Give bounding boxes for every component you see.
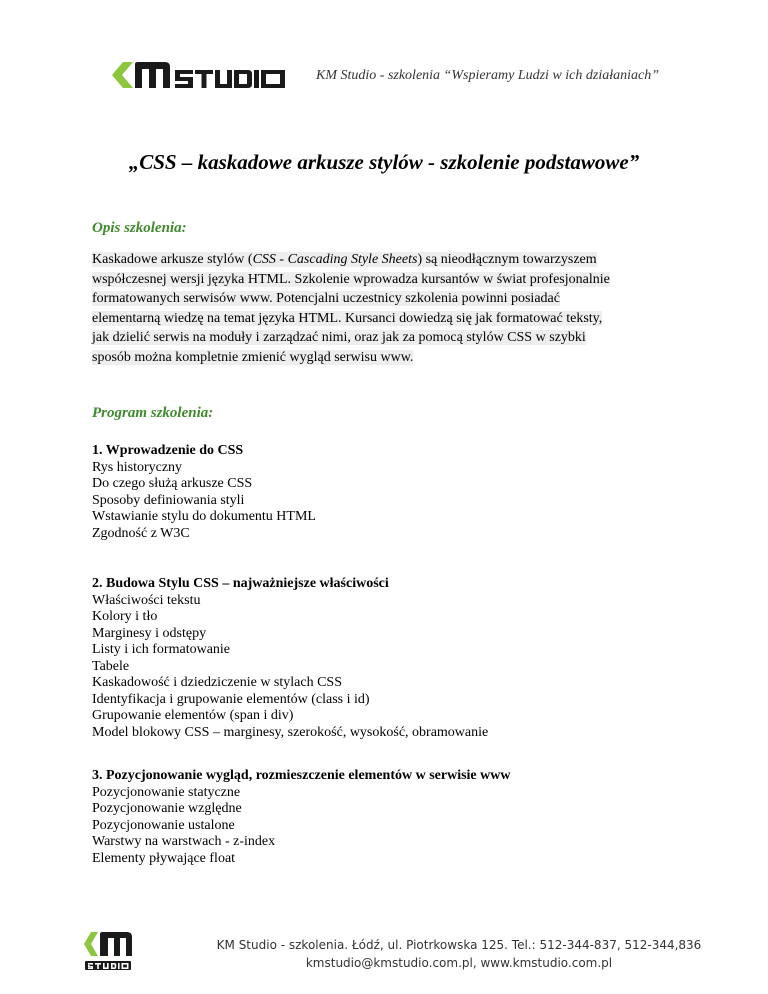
footer-address: KM Studio - szkolenia. Łódź, ul. Piotrkowska 125. Tel.: 512-344-837, 512-344,836 xyxy=(216,938,702,952)
module-item: Kolory i tło xyxy=(92,609,158,624)
program-module-3 xyxy=(92,768,510,867)
logo-studio-wordmark xyxy=(175,70,285,88)
module-title: 2. Budowa Stylu CSS – najważniejsze właściwości xyxy=(92,576,389,591)
module-item: Identyfikacja i grupowanie elementów (class i id) xyxy=(92,691,370,707)
description-line: sposób można kompletnie zmienić wygląd serwisu www. xyxy=(92,349,414,365)
module-item: Wstawianie stylu do dokumentu HTML xyxy=(92,509,316,524)
description-italic-text: CSS - Cascading Style Sheets xyxy=(252,252,418,267)
module-item: Elementy pływające float xyxy=(92,850,236,866)
module-title: 3. Pozycjonowanie wygląd, rozmieszczenie elementów w serwisie www xyxy=(92,768,511,783)
module-item: Marginesy i odstępy xyxy=(92,625,207,641)
km-studio-logo xyxy=(109,60,289,90)
header-tagline: KM Studio - szkolenia “Wspieramy Ludzi w ich działaniach” xyxy=(316,68,659,83)
program-module-2 xyxy=(92,576,488,741)
footer-km-studio-logo xyxy=(82,930,134,972)
logo-k-mark xyxy=(112,62,133,88)
module-item: Kaskadowość i dziedziczenie w stylach CSS xyxy=(92,675,342,690)
footer-contact xyxy=(200,936,718,972)
module-item: Warstwy na warstwach - z-index xyxy=(92,834,276,849)
module-item: Grupowanie elementów (span i div) xyxy=(92,708,294,723)
description-text: ) są nieodłącznym towarzyszem xyxy=(417,252,597,267)
module-item: Tabele xyxy=(92,658,130,674)
module-item: Model blokowy CSS – marginesy, szerokość, wysokość, obramowanie xyxy=(92,724,489,740)
description-paragraph xyxy=(92,250,682,367)
module-item: Rys historyczny xyxy=(92,459,183,475)
module-item: Listy i ich formatowanie xyxy=(92,642,231,657)
module-item: Właściwości tekstu xyxy=(92,592,201,608)
module-item: Pozycjonowanie ustalone xyxy=(92,817,235,833)
description-text: Kaskadowe arkusze stylów ( xyxy=(92,252,253,267)
program-module-1 xyxy=(92,443,316,542)
program-heading: Program szkolenia: xyxy=(92,405,214,421)
description-heading: Opis szkolenia: xyxy=(92,220,187,236)
description-line: formatowanych serwisów www. Potencjalni uczestnicy szkolenia powinni posiadać xyxy=(92,291,560,306)
module-item: Zgodność z W3C xyxy=(92,525,190,541)
description-line xyxy=(92,250,682,270)
module-item: Sposoby definiowania styli xyxy=(92,492,245,508)
document-title: „CSS – kaskadowe arkusze stylów - szkolenie podstawowe” xyxy=(128,150,640,174)
module-title: 1. Wprowadzenie do CSS xyxy=(92,443,244,458)
page-header xyxy=(0,0,768,110)
module-item: Do czego służą arkusze CSS xyxy=(92,476,253,491)
module-item: Pozycjonowanie względne xyxy=(92,801,242,816)
description-line: jak dzielić serwis na moduły i zarządzać nimi, oraz jak za pomocą stylów CSS w szybki xyxy=(92,330,586,345)
description-line: współczesnej wersji języka HTML. Szkolenie wprowadza kursantów w świat profesjonalnie xyxy=(92,271,610,287)
logo-m-mark xyxy=(135,62,170,88)
module-item: Pozycjonowanie statyczne xyxy=(92,784,241,800)
description-line: elementarną wiedzę na temat języka HTML. Kursanci dowiedzą się jak formatować teksty, xyxy=(92,310,603,326)
footer-email-website: kmstudio@kmstudio.com.pl, www.kmstudio.com.pl xyxy=(305,956,613,970)
